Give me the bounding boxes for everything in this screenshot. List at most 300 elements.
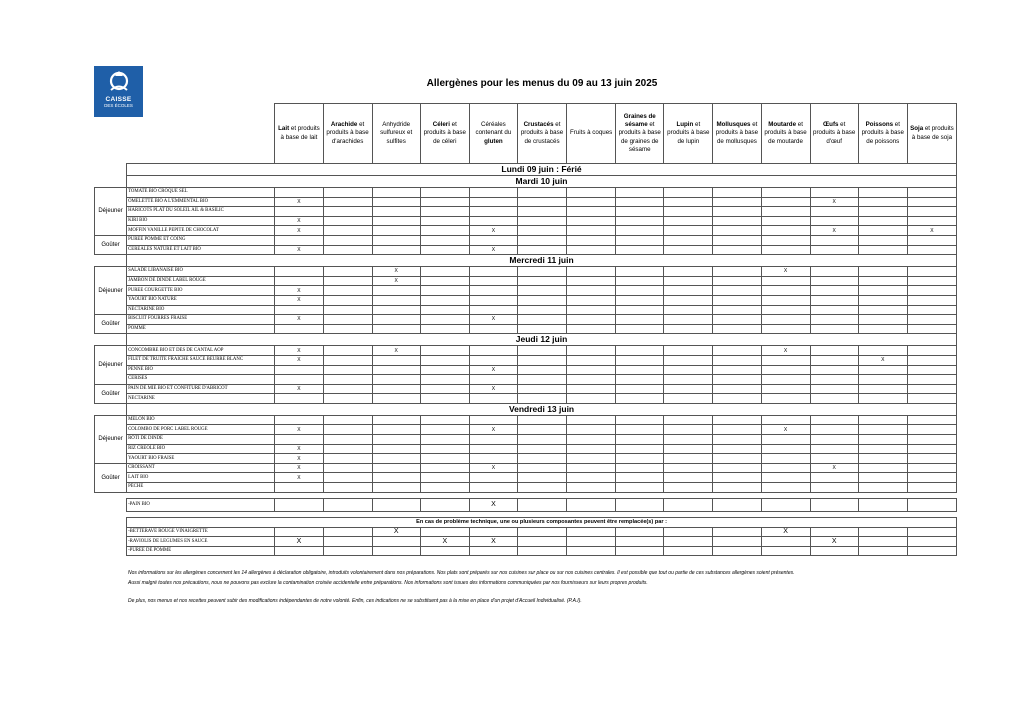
allergen-cell: [761, 473, 810, 483]
dish-name: PUREE COURGETTE BIO: [127, 286, 275, 296]
allergen-cell: [275, 375, 323, 385]
allergen-cell: [372, 384, 420, 394]
day-title: Jeudi 12 juin: [127, 334, 957, 346]
note-2: Aussi malgré toutes nos précautions, nous ne pouvons pas exclure la contamination croisée accidentelle entre préparations. Nos informations sont issues des informations communiquées par nos fournisseurs sur leurs propres produits.: [128, 580, 648, 586]
allergen-header: [517, 104, 566, 164]
dish-name: YAOURT BIO NATURE: [127, 295, 275, 305]
allergen-cell: [907, 498, 956, 511]
allergen-cell: [810, 454, 858, 464]
allergen-cell: [713, 324, 761, 334]
allergen-cell: [567, 384, 616, 394]
dish-name: FILET DE TRUITE FRAICHE SAUCE BEURRE BLANC: [127, 355, 275, 365]
allergen-cell: [567, 286, 616, 296]
allergen-cell: [372, 245, 420, 255]
dish-name: MOFFIN VANILLE PEPITE DE CHOCOLAT: [127, 226, 275, 236]
allergen-cell: [616, 375, 664, 385]
allergen-cell: [664, 415, 713, 425]
allergen-cell: [810, 305, 858, 315]
allergen-cell: [907, 537, 956, 547]
allergen-cell: [517, 527, 566, 537]
allergen-cell: [616, 216, 664, 226]
allergen-cell: [907, 207, 956, 217]
replacement-row: [95, 527, 957, 537]
allergen-cell: [761, 454, 810, 464]
allergen-header-text: Anhydride sulfureux et sulfites: [380, 121, 413, 145]
bread-spacer: [95, 498, 127, 511]
allergen-cell: [858, 498, 907, 511]
allergen-cell: [567, 226, 616, 236]
allergen-header-text: Moutarde: [768, 121, 797, 129]
allergen-cell: [664, 375, 713, 385]
allergen-header-text: Fruits à coques: [569, 129, 613, 137]
allergen-cell: [616, 473, 664, 483]
allergen-cell: [517, 537, 566, 547]
allergen-cell: [810, 216, 858, 226]
allergen-cell: [275, 207, 323, 217]
allergen-cell: [858, 546, 907, 556]
allergen-cell: [713, 286, 761, 296]
day-spacer: [95, 164, 127, 176]
allergen-cell: [907, 315, 956, 325]
allergen-cell: [372, 305, 420, 315]
allergen-cell: [517, 324, 566, 334]
allergen-cell: [517, 384, 566, 394]
allergen-cell: [858, 235, 907, 245]
allergen-cell: [469, 375, 517, 385]
allergen-cell: [761, 498, 810, 511]
menu-item-row: [95, 473, 957, 483]
menu-item-row: [95, 483, 957, 493]
allergen-cell: [323, 226, 372, 236]
menu-item-row: [95, 305, 957, 315]
allergen-cell: [616, 537, 664, 547]
allergen-cell: [420, 444, 469, 454]
allergen-cell: [323, 295, 372, 305]
allergen-cell: [420, 454, 469, 464]
allergen-cell: X: [275, 226, 323, 236]
menu-item-row: [95, 207, 957, 217]
allergen-header-text: Céréales contenant du: [475, 121, 512, 137]
allergen-cell: [616, 346, 664, 356]
allergen-cell: [761, 394, 810, 404]
allergen-cell: [810, 527, 858, 537]
allergen-cell: [517, 188, 566, 198]
menu-item-row: [95, 235, 957, 245]
replacement-dish: -RAVIOLIS DE LEGUMES EN SAUCE: [127, 537, 275, 547]
dish-name: PAIN DE MIE BIO ET CONFITURE D'ABRICOT: [127, 384, 275, 394]
dish-name: CERISES: [127, 375, 275, 385]
dish-name: PENNE BIO: [127, 365, 275, 375]
allergen-cell: [810, 483, 858, 493]
allergen-cell: [420, 384, 469, 394]
allergen-cell: X: [810, 463, 858, 473]
meal-label: Déjeuner: [95, 267, 127, 315]
allergen-cell: [567, 546, 616, 556]
dish-name: RIZ CREOLE BIO: [127, 444, 275, 454]
allergen-cell: [517, 346, 566, 356]
allergen-cell: [810, 375, 858, 385]
allergen-cell: [810, 346, 858, 356]
allergen-cell: [907, 355, 956, 365]
allergen-cell: X: [275, 295, 323, 305]
allergen-cell: [567, 324, 616, 334]
allergen-cell: [810, 276, 858, 286]
allergen-cell: X: [275, 384, 323, 394]
allergen-cell: [664, 324, 713, 334]
allergen-cell: [713, 537, 761, 547]
allergen-cell: [420, 197, 469, 207]
allergen-cell: [761, 444, 810, 454]
day-row: [95, 176, 957, 188]
allergen-cell: [372, 216, 420, 226]
allergen-header-text: Soja: [910, 125, 924, 133]
allergen-cell: X: [761, 346, 810, 356]
allergen-cell: [372, 188, 420, 198]
allergen-cell: X: [275, 355, 323, 365]
allergen-header-text: Céleri: [432, 121, 450, 129]
allergen-cell: [761, 188, 810, 198]
allergen-cell: [858, 473, 907, 483]
allergen-cell: [810, 355, 858, 365]
dish-name: MELON BIO: [127, 415, 275, 425]
allergen-cell: [713, 425, 761, 435]
allergen-header: [810, 104, 858, 164]
allergen-cell: [616, 197, 664, 207]
allergen-cell: [420, 315, 469, 325]
allergen-cell: X: [275, 346, 323, 356]
allergen-cell: [372, 355, 420, 365]
allergen-cell: [323, 305, 372, 315]
allergen-cell: [616, 463, 664, 473]
dish-name: BISCUIT FOURRES FRAISE: [127, 315, 275, 325]
allergen-cell: X: [275, 444, 323, 454]
allergen-cell: X: [810, 226, 858, 236]
allergen-cell: [713, 415, 761, 425]
allergen-cell: [420, 305, 469, 315]
allergen-cell: X: [275, 473, 323, 483]
allergen-cell: [469, 394, 517, 404]
allergen-header: [907, 104, 956, 164]
allergen-cell: [616, 527, 664, 537]
allergen-cell: [907, 394, 956, 404]
allergen-cell: [761, 375, 810, 385]
allergen-cell: [907, 527, 956, 537]
allergen-cell: [517, 305, 566, 315]
allergen-cell: X: [907, 226, 956, 236]
allergen-cell: [420, 188, 469, 198]
menu-item-row: [95, 384, 957, 394]
allergen-cell: [907, 267, 956, 277]
allergen-cell: [372, 415, 420, 425]
allergen-cell: [761, 435, 810, 445]
allergen-cell: [713, 483, 761, 493]
allergen-cell: [517, 235, 566, 245]
allergen-cell: [616, 425, 664, 435]
allergen-header-text: et produits à base d'arachides: [326, 121, 369, 145]
allergen-cell: [567, 473, 616, 483]
allergen-cell: [858, 365, 907, 375]
allergen-cell: [567, 216, 616, 226]
allergen-cell: [372, 498, 420, 511]
allergen-cell: [810, 235, 858, 245]
allergen-cell: X: [420, 537, 469, 547]
allergen-cell: [664, 444, 713, 454]
allergen-cell: [761, 546, 810, 556]
bread-row: [95, 498, 957, 511]
allergen-cell: [420, 394, 469, 404]
allergen-cell: [761, 305, 810, 315]
dish-name: KIRI BIO: [127, 216, 275, 226]
allergen-cell: X: [469, 425, 517, 435]
allergen-cell: X: [275, 216, 323, 226]
allergen-cell: [664, 355, 713, 365]
allergen-cell: [469, 267, 517, 277]
allergen-cell: [420, 546, 469, 556]
allergen-cell: [567, 305, 616, 315]
allergen-cell: [517, 473, 566, 483]
allergen-cell: [517, 483, 566, 493]
allergen-cell: [469, 444, 517, 454]
allergen-cell: [858, 435, 907, 445]
allergen-cell: [469, 188, 517, 198]
allergen-cell: [810, 425, 858, 435]
day-title: Lundi 09 juin : Férié: [127, 164, 957, 176]
allergen-cell: [761, 245, 810, 255]
menu-item-row: [95, 454, 957, 464]
allergen-cell: [858, 463, 907, 473]
allergen-cell: [664, 346, 713, 356]
allergen-header: [323, 104, 372, 164]
allergen-cell: [323, 286, 372, 296]
allergen-cell: [323, 235, 372, 245]
allergen-cell: X: [469, 245, 517, 255]
allergen-cell: [420, 324, 469, 334]
allergen-cell: [858, 415, 907, 425]
allergen-cell: [323, 315, 372, 325]
allergen-cell: [907, 435, 956, 445]
allergen-cell: [907, 346, 956, 356]
allergen-cell: [567, 245, 616, 255]
allergen-cell: [616, 324, 664, 334]
meal-label: Goûter: [95, 384, 127, 403]
allergen-cell: [713, 384, 761, 394]
allergen-cell: [907, 324, 956, 334]
allergen-cell: [858, 315, 907, 325]
allergen-cell: [275, 394, 323, 404]
allergen-cell: [567, 463, 616, 473]
allergen-cell: [810, 207, 858, 217]
allergen-header-text: et produits à base de graines de sésame: [618, 121, 661, 153]
allergen-cell: [858, 295, 907, 305]
allergen-cell: [567, 365, 616, 375]
allergen-cell: [469, 286, 517, 296]
allergen-cell: [664, 245, 713, 255]
allergen-header: [616, 104, 664, 164]
allergen-cell: [517, 375, 566, 385]
allergen-cell: [372, 226, 420, 236]
allergen-cell: [713, 188, 761, 198]
allergen-cell: [420, 365, 469, 375]
allergen-cell: [664, 527, 713, 537]
allergen-header-text: Graines de sésame: [623, 112, 656, 129]
allergen-cell: [469, 207, 517, 217]
allergen-cell: [420, 425, 469, 435]
allergen-cell: [517, 498, 566, 511]
allergen-cell: [713, 375, 761, 385]
allergen-cell: [810, 415, 858, 425]
allergen-cell: [713, 435, 761, 445]
allergen-cell: X: [858, 355, 907, 365]
menu-item-row: [95, 267, 957, 277]
allergen-cell: [275, 415, 323, 425]
allergen-cell: [517, 546, 566, 556]
allergen-cell: [517, 226, 566, 236]
allergen-cell: [761, 295, 810, 305]
allergen-cell: [323, 384, 372, 394]
allergen-cell: [517, 216, 566, 226]
allergen-cell: [664, 454, 713, 464]
allergen-header-text: Œufs: [822, 121, 839, 129]
day-row: [95, 164, 957, 176]
allergen-cell: [616, 498, 664, 511]
allergen-table: [94, 103, 957, 556]
allergen-header: [858, 104, 907, 164]
allergen-cell: [323, 435, 372, 445]
allergen-cell: [664, 216, 713, 226]
allergen-cell: [810, 498, 858, 511]
allergen-cell: [810, 315, 858, 325]
allergen-cell: [713, 365, 761, 375]
allergen-cell: X: [469, 498, 517, 511]
allergen-cell: [567, 355, 616, 365]
allergen-cell: [761, 355, 810, 365]
allergen-cell: [275, 324, 323, 334]
allergen-header: [420, 104, 469, 164]
allergen-cell: [810, 324, 858, 334]
allergen-cell: [907, 454, 956, 464]
allergen-cell: [713, 527, 761, 537]
menu-item-row: [95, 226, 957, 236]
allergen-cell: [567, 483, 616, 493]
menu-item-row: [95, 324, 957, 334]
allergen-cell: [761, 216, 810, 226]
dish-name: POMME: [127, 324, 275, 334]
allergen-cell: X: [275, 197, 323, 207]
dish-name: TOMATE BIO CROQUE SEL: [127, 188, 275, 198]
allergen-cell: [420, 286, 469, 296]
allergen-cell: [810, 394, 858, 404]
allergen-cell: [664, 305, 713, 315]
allergen-cell: [664, 483, 713, 493]
allergen-cell: [323, 267, 372, 277]
allergen-cell: [517, 365, 566, 375]
allergen-cell: [761, 324, 810, 334]
allergen-cell: [420, 498, 469, 511]
allergen-cell: [275, 188, 323, 198]
allergen-cell: [713, 276, 761, 286]
allergen-cell: [372, 444, 420, 454]
allergen-cell: [469, 435, 517, 445]
allergen-cell: [713, 546, 761, 556]
allergen-cell: [372, 235, 420, 245]
note-3: De plus, nos menus et nos recettes peuvent subir des modifications indépendantes de notre volonté. Enfin, ces indications ne se substituent pas à la mise en place d'un projet d'Accueil Individualisé. (P.A.I).: [128, 598, 582, 604]
allergen-cell: [323, 197, 372, 207]
allergen-cell: [761, 537, 810, 547]
allergen-cell: [323, 276, 372, 286]
allergen-cell: [810, 546, 858, 556]
dish-name: COLOMBO DE PORC LABEL ROUGE: [127, 425, 275, 435]
menu-item-row: [95, 394, 957, 404]
menu-item-row: [95, 355, 957, 365]
dish-name: NECTARINE: [127, 394, 275, 404]
allergen-cell: [810, 188, 858, 198]
allergen-cell: [323, 394, 372, 404]
allergen-cell: [616, 365, 664, 375]
allergen-cell: [664, 435, 713, 445]
allergen-cell: [517, 415, 566, 425]
allergen-cell: [858, 384, 907, 394]
allergen-header-text: et produits à base de lupin: [667, 121, 710, 145]
allergen-cell: [420, 276, 469, 286]
day-spacer: [95, 403, 127, 415]
dish-name: CROISSANT: [127, 463, 275, 473]
allergen-cell: [616, 286, 664, 296]
allergen-cell: [420, 346, 469, 356]
allergen-header-text: et produits à base de lait: [280, 125, 320, 141]
allergen-cell: X: [469, 463, 517, 473]
allergen-cell: [275, 235, 323, 245]
allergen-header: [664, 104, 713, 164]
allergen-cell: [372, 425, 420, 435]
allergen-cell: [616, 384, 664, 394]
allergen-cell: [517, 355, 566, 365]
allergen-cell: [517, 444, 566, 454]
allergen-cell: [858, 267, 907, 277]
replacement-header-row: [95, 517, 957, 527]
allergen-cell: [372, 537, 420, 547]
allergen-cell: [372, 454, 420, 464]
day-title: Mercredi 11 juin: [127, 255, 957, 267]
replacement-dish: -PUREE DE POMME: [127, 546, 275, 556]
allergen-cell: [372, 483, 420, 493]
menu-item-row: [95, 286, 957, 296]
menu-item-row: [95, 365, 957, 375]
allergen-cell: [907, 384, 956, 394]
allergen-cell: X: [275, 463, 323, 473]
allergen-cell: [858, 305, 907, 315]
allergen-cell: X: [275, 315, 323, 325]
allergen-cell: [275, 305, 323, 315]
menu-item-row: [95, 276, 957, 286]
menu-item-row: [95, 315, 957, 325]
allergen-cell: X: [761, 425, 810, 435]
allergen-cell: [664, 537, 713, 547]
allergen-cell: [664, 498, 713, 511]
allergen-cell: [420, 527, 469, 537]
allergen-cell: X: [372, 346, 420, 356]
allergen-cell: [420, 355, 469, 365]
menu-item-row: [95, 188, 957, 198]
allergen-cell: [323, 546, 372, 556]
allergen-cell: [323, 498, 372, 511]
allergen-cell: [323, 207, 372, 217]
allergen-cell: [761, 365, 810, 375]
allergen-header-text: et produits à base d'œuf: [813, 121, 856, 145]
allergen-cell: [469, 295, 517, 305]
logo-emblem-icon: [104, 70, 134, 96]
allergen-cell: [420, 463, 469, 473]
allergen-cell: [664, 295, 713, 305]
